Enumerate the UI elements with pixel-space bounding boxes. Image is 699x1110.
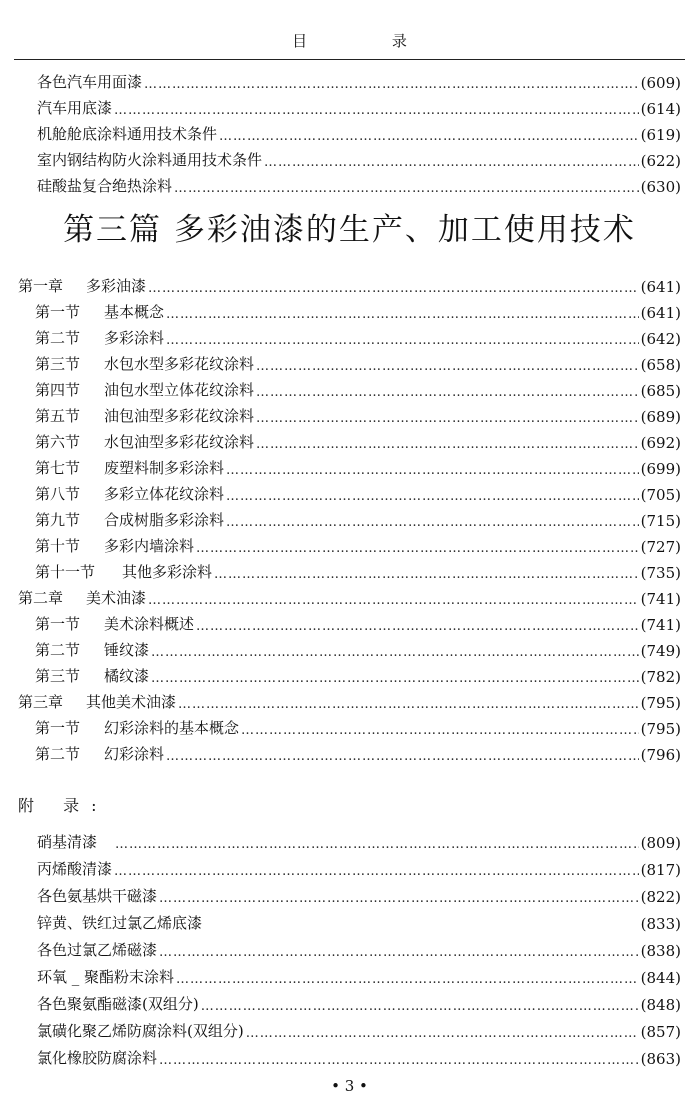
- section-page: (705): [640, 486, 681, 504]
- running-header: 目 录: [292, 32, 447, 50]
- toc-entry-page: (609): [640, 74, 681, 92]
- chapter-number: 第二章: [18, 589, 64, 607]
- chapter-entry: [18, 274, 681, 296]
- section-label: 多彩内墙涂料: [104, 537, 195, 555]
- appendix-entry-label: 各色过氯乙烯磁漆: [37, 941, 158, 959]
- section-entry: [35, 430, 681, 452]
- leader-dots: [151, 672, 639, 686]
- appendix-heading: 附 录:: [18, 796, 109, 815]
- section-page: (796): [640, 746, 681, 764]
- toc-entry: [37, 96, 681, 118]
- section-page: (658): [640, 356, 681, 374]
- toc-entry: [37, 174, 681, 196]
- leader-dots: [159, 1054, 639, 1068]
- section-page: (642): [640, 330, 681, 348]
- section-label: 废塑料制多彩涂料: [104, 459, 225, 477]
- appendix-entry-page: (863): [640, 1050, 681, 1068]
- appendix-entry-page: (848): [640, 996, 681, 1014]
- leader-dots: [148, 594, 639, 608]
- section-entry: [35, 352, 681, 374]
- appendix-entry-label: 环氧 _ 聚酯粉末涂料: [37, 968, 175, 986]
- section-page: (699): [640, 460, 681, 478]
- section-label: 基本概念: [104, 303, 165, 321]
- leader-dots: [148, 282, 639, 296]
- leader-dots: [114, 865, 639, 879]
- leader-dots: [174, 182, 639, 196]
- section-entry: [35, 482, 681, 504]
- leader-dots: [256, 438, 639, 452]
- appendix-entry: [37, 884, 681, 906]
- chapter-entry: [18, 690, 681, 712]
- appendix-entry-label: 各色氨基烘干磁漆: [37, 887, 158, 905]
- section-label: 水包油型多彩花纹涂料: [104, 433, 255, 451]
- leader-dots: [196, 620, 639, 634]
- leader-dots: [166, 308, 639, 322]
- section-number: 第十节: [35, 537, 81, 555]
- toc-entry-page: (619): [640, 126, 681, 144]
- section-page: (735): [640, 564, 681, 582]
- section-label: 水包水型多彩花纹涂料: [104, 355, 255, 373]
- leader-dots: [159, 892, 639, 906]
- chapter-number: 第三章: [18, 693, 64, 711]
- section-label: 锤纹漆: [104, 641, 150, 659]
- leader-dots: [256, 412, 639, 426]
- section-number: 第四节: [35, 381, 81, 399]
- leader-dots: [241, 724, 639, 738]
- section-number: 第十一节: [35, 563, 96, 581]
- section-number: 第二节: [35, 745, 81, 763]
- section-entry: [35, 612, 681, 634]
- section-number: 第一节: [35, 303, 81, 321]
- section-page: (715): [640, 512, 681, 530]
- section-entry: [35, 508, 681, 530]
- section-number: 第三节: [35, 667, 81, 685]
- section-label: 合成树脂多彩涂料: [104, 511, 225, 529]
- appendix-entry-page: (833): [640, 915, 681, 933]
- section-number: 第一节: [35, 615, 81, 633]
- section-page: (782): [640, 668, 681, 686]
- appendix-entry: [37, 965, 681, 987]
- section-entry: [35, 300, 681, 322]
- section-entry: [35, 456, 681, 478]
- appendix-entry-page: (844): [640, 969, 681, 987]
- section-number: 第八节: [35, 485, 81, 503]
- section-entry: [35, 716, 681, 738]
- section-entry: [35, 638, 681, 660]
- leader-dots: [115, 838, 639, 852]
- appendix-entry-label: 锌黄、铁红过氯乙烯底漆: [37, 914, 203, 932]
- section-page: (641): [640, 304, 681, 322]
- section-page: (795): [640, 720, 681, 738]
- toc-entry: [37, 70, 681, 92]
- chapter-label: 其他美术油漆: [86, 693, 177, 711]
- chapter-entry: [18, 586, 681, 608]
- leader-dots: [256, 386, 639, 400]
- leader-dots: [226, 490, 639, 504]
- section-page: (685): [640, 382, 681, 400]
- section-number: 第二节: [35, 329, 81, 347]
- toc-entry-label: 各色汽车用面漆: [37, 73, 143, 91]
- section-page: (741): [640, 616, 681, 634]
- section-entry: [35, 378, 681, 400]
- appendix-entry-label: 丙烯酸清漆: [37, 860, 113, 878]
- leader-dots: [256, 360, 639, 374]
- chapter-page: (795): [640, 694, 681, 712]
- section-entry: [35, 560, 681, 582]
- section-entry: [35, 534, 681, 556]
- appendix-entry-page: (838): [640, 942, 681, 960]
- leader-dots: [226, 464, 639, 478]
- section-label: 橘纹漆: [104, 667, 150, 685]
- section-page: (727): [640, 538, 681, 556]
- leader-dots: [201, 1000, 639, 1014]
- section-number: 第九节: [35, 511, 81, 529]
- section-entry: [35, 404, 681, 426]
- leader-dots: [166, 750, 639, 764]
- part-title: 第三篇 多彩油漆的生产、加工使用技术: [63, 212, 636, 248]
- appendix-entry-label: 各色聚氨酯磁漆(双组分): [37, 995, 199, 1013]
- appendix-entry-page: (817): [640, 861, 681, 879]
- toc-entry-label: 硅酸盐复合绝热涂料: [37, 177, 173, 195]
- leader-dots: [144, 78, 639, 92]
- section-label: 油包油型多彩花纹涂料: [104, 407, 255, 425]
- toc-entry-page: (630): [640, 178, 681, 196]
- section-number: 第三节: [35, 355, 81, 373]
- appendix-entry: [37, 1019, 681, 1041]
- leader-dots: [226, 516, 639, 530]
- toc-entry-page: (614): [640, 100, 681, 118]
- appendix-entry: [37, 830, 681, 852]
- section-entry: [35, 326, 681, 348]
- leader-dots: [178, 698, 639, 712]
- section-label: 幻彩涂料: [104, 745, 165, 763]
- chapter-number: 第一章: [18, 277, 64, 295]
- section-number: 第二节: [35, 641, 81, 659]
- appendix-entry-page: (809): [640, 834, 681, 852]
- toc-entry: [37, 122, 681, 144]
- section-label: 多彩涂料: [104, 329, 165, 347]
- section-label: 其他多彩涂料: [122, 563, 213, 581]
- section-number: 第七节: [35, 459, 81, 477]
- section-number: 第一节: [35, 719, 81, 737]
- appendix-entry-page: (822): [640, 888, 681, 906]
- section-label: 美术涂料概述: [104, 615, 195, 633]
- leader-dots: [151, 646, 639, 660]
- header-rule: [14, 59, 685, 60]
- section-entry: [35, 664, 681, 686]
- page-number: • 3 •: [331, 1077, 368, 1095]
- section-label: 幻彩涂料的基本概念: [104, 719, 240, 737]
- leader-dots: [176, 973, 639, 987]
- chapter-label: 美术油漆: [86, 589, 147, 607]
- leader-dots: [246, 1027, 639, 1041]
- section-entry: [35, 742, 681, 764]
- toc-entry-label: 汽车用底漆: [37, 99, 113, 117]
- appendix-entry: [37, 938, 681, 960]
- leader-dots: [264, 156, 639, 170]
- toc-entry-label: 机舱舱底涂料通用技术条件: [37, 125, 218, 143]
- section-label: 油包水型立体花纹涂料: [104, 381, 255, 399]
- chapter-label: 多彩油漆: [86, 277, 147, 295]
- appendix-entry-label: 氯化橡胶防腐涂料: [37, 1049, 158, 1067]
- appendix-entry-label: 氯磺化聚乙烯防腐涂料(双组分): [37, 1022, 244, 1040]
- appendix-entry: [37, 857, 681, 879]
- appendix-entry-label: 硝基清漆: [37, 833, 98, 851]
- chapter-page: (641): [640, 278, 681, 296]
- section-label: 多彩立体花纹涂料: [104, 485, 225, 503]
- chapter-page: (741): [640, 590, 681, 608]
- section-number: 第五节: [35, 407, 81, 425]
- leader-dots: [114, 104, 639, 118]
- section-page: (692): [640, 434, 681, 452]
- leader-dots: [159, 946, 639, 960]
- section-page: (749): [640, 642, 681, 660]
- leader-dots: [196, 542, 639, 556]
- appendix-entry: [37, 1046, 681, 1068]
- leader-dots: [214, 568, 639, 582]
- toc-entry-page: (622): [640, 152, 681, 170]
- leader-dots: [166, 334, 639, 348]
- toc-entry: [37, 148, 681, 170]
- section-number: 第六节: [35, 433, 81, 451]
- section-page: (689): [640, 408, 681, 426]
- toc-entry-label: 室内钢结构防火涂料通用技术条件: [37, 151, 263, 169]
- appendix-entry: [37, 992, 681, 1014]
- appendix-entry: [37, 911, 681, 933]
- leader-dots: [219, 130, 639, 144]
- appendix-entry-page: (857): [640, 1023, 681, 1041]
